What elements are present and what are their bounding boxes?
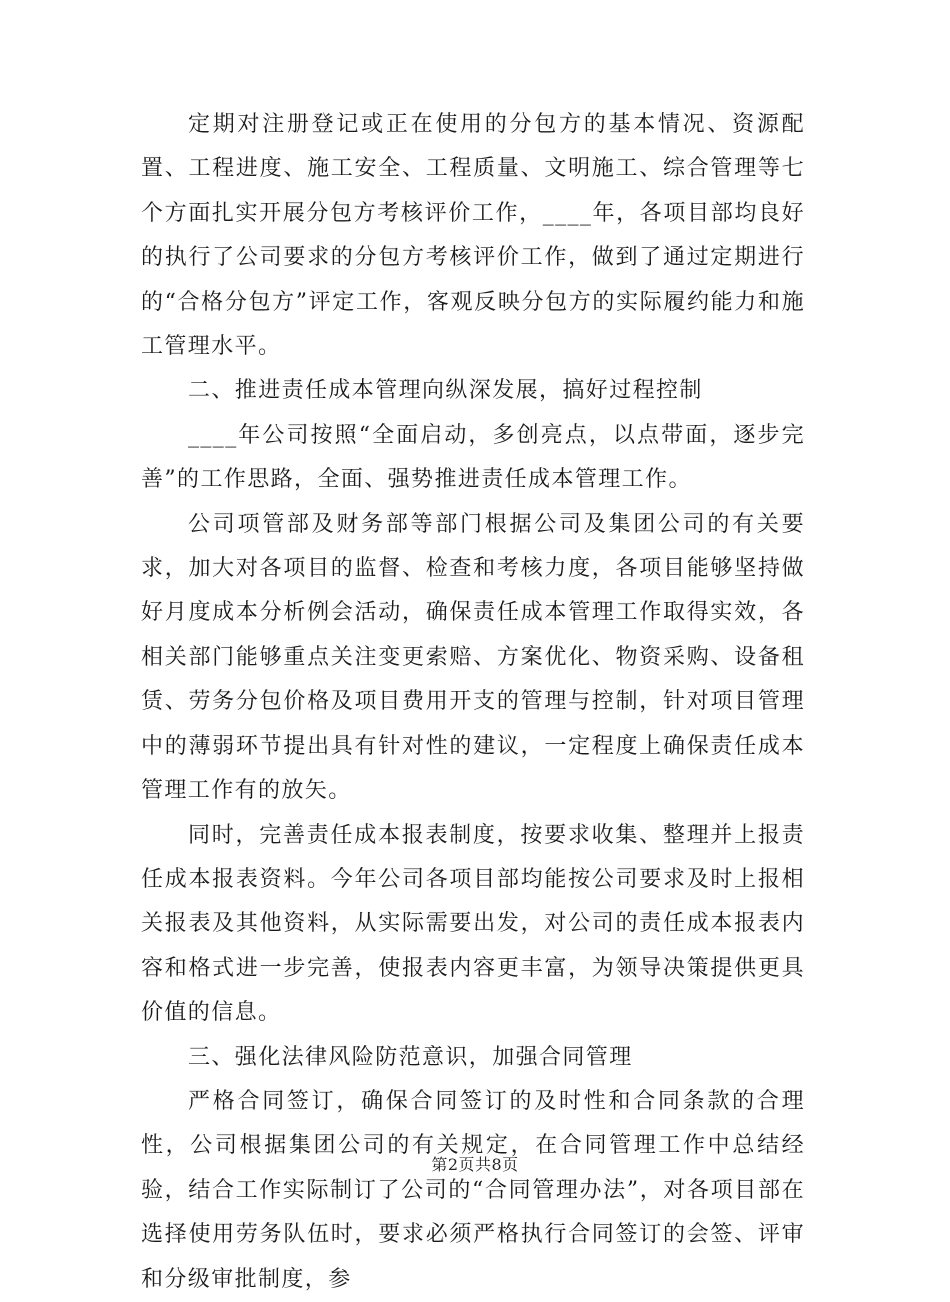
paragraph-contract-signing: 严格合同签订，确保合同签订的及时性和合同条款的合理性，公司根据集团公司的有关规定，在合同管理工作中总结经验，结合工作实际制订了公司的“合同管理办法”，对各项目部在选择使用劳务队伍时，要求必须严格执行合同签订的会签、评审和分级审批制度，参 bbox=[141, 1088, 805, 1292]
section-heading-cost-management: 二、推进责任成本管理向纵深发展，搞好过程控制 bbox=[188, 378, 703, 404]
document-body bbox=[141, 103, 805, 1302]
paragraph-subcontractor-evaluation: 定期对注册登记或正在使用的分包方的基本情况、资源配置、工程进度、施工安全、工程质量、文明施工、综合管理等七个方面扎实开展分包方考核评价工作，____年，各项目部均良好的执行了公司要求的分包方考核评价工作，做到了通过定期进行的“合格分包方”评定工作，客观反映分包方的实际履约能力和施工管理水平。 bbox=[141, 112, 805, 360]
paragraph-work-approach: ____年公司按照“全面启动，多创亮点，以点带面，逐步完善”的工作思路，全面、强势推进责任成本管理工作。 bbox=[141, 422, 805, 493]
page-number-footer: 第2页共8页 bbox=[431, 1155, 519, 1174]
section-heading-contract-management: 三、强化法律风险防范意识，加强合同管理 bbox=[188, 1044, 633, 1070]
paragraph-supervision: 公司项管部及财务部等部门根据公司及集团公司的有关要求，加大对各项目的监督、检查和考核力度，各项目能够坚持做好月度成本分析例会活动，确保责任成本管理工作取得实效，各相关部门能够重点关注变更索赔、方案优化、物资采购、设备租赁、劳务分包价格及项目费用开支的管理与控制，针对项目管理中的薄弱环节提出具有针对性的建议，一定程度上确保责任成本管理工作有的放矢。 bbox=[141, 511, 805, 804]
paragraph-report-system: 同时，完善责任成本报表制度，按要求收集、整理并上报责任成本报表资料。今年公司各项目部均能按公司要求及时上报相关报表及其他资料，从实际需要出发，对公司的责任成本报表内容和格式进一步完善，使报表内容更丰富，为领导决策提供更具价值的信息。 bbox=[141, 822, 805, 1026]
